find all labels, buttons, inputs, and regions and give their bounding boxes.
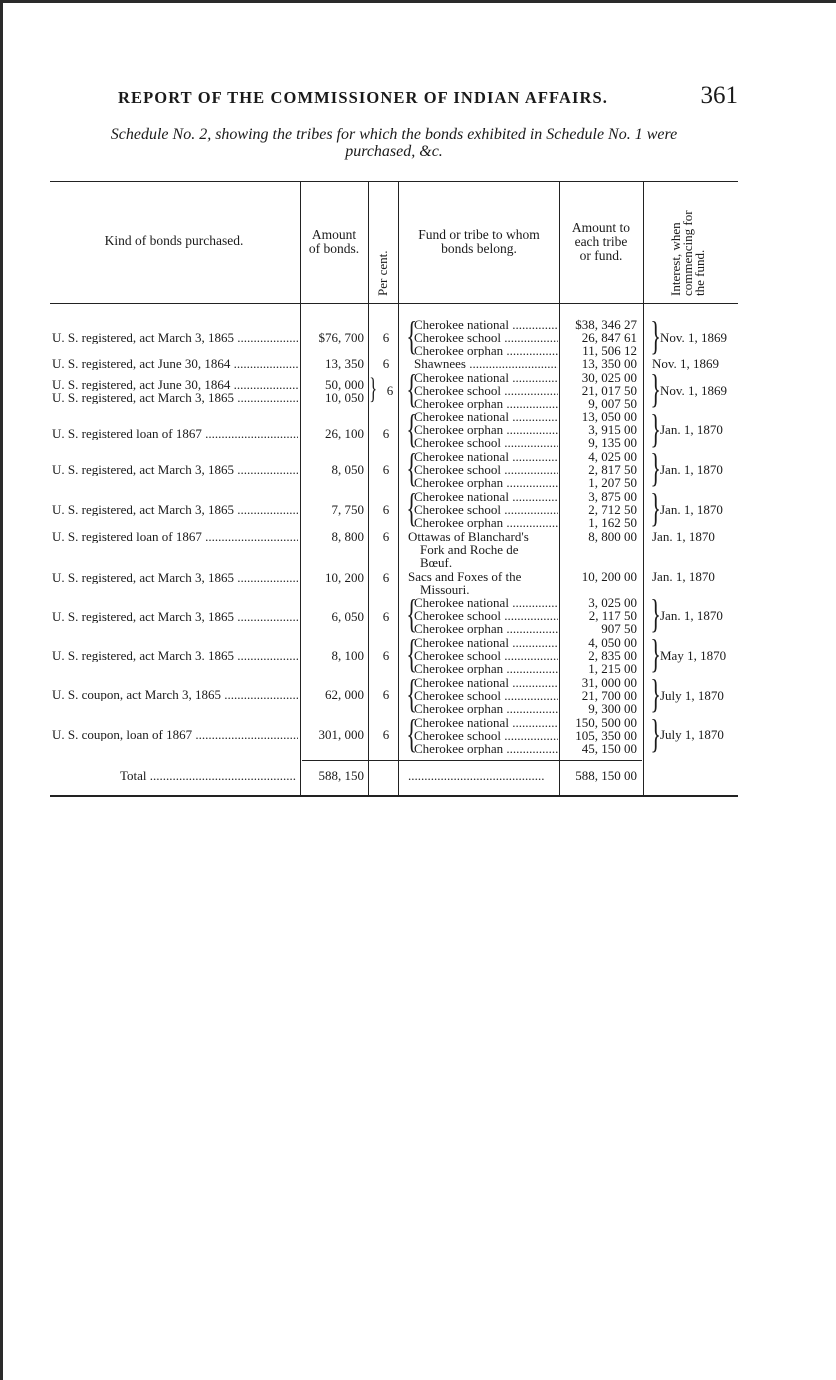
fund-amount: 3, 915 00	[588, 422, 637, 437]
bond-per-cent: 6	[382, 529, 390, 544]
left-brace: {	[406, 631, 417, 676]
table-caption	[50, 126, 738, 160]
fund-amount: 11, 506 12	[582, 343, 637, 358]
bond-kind: U. S. registered loan of 1867 .....	[52, 427, 298, 440]
bond-kind: U. S. coupon, act March 3, 1865 .....	[52, 688, 298, 701]
fund-name: Missouri.	[420, 583, 470, 596]
bond-kind: U. S. registered, act March 3. 1865 .....	[52, 649, 298, 662]
fund-amount: 4, 025 00	[588, 449, 637, 464]
fund-amount: 3, 025 00	[588, 595, 637, 610]
fund-name: Cherokee school .....	[414, 463, 558, 476]
fund-amount: 2, 835 00	[588, 648, 637, 663]
header-interest-line: the fund.	[692, 249, 707, 296]
header-fund-amount-line: or fund.	[579, 248, 623, 263]
header-fund-amount-line: Amount to	[571, 220, 631, 235]
total-label-wrap	[120, 769, 296, 782]
right-brace: }	[650, 406, 661, 451]
fund-name: Cherokee national .....	[414, 716, 558, 729]
column-divider-5	[643, 181, 644, 795]
total-amount: 588, 150	[318, 768, 364, 783]
fund-amount: 26, 847 61	[581, 330, 637, 345]
fund-name: Cherokee orphan .....	[414, 622, 558, 635]
bond-per-cent: 6	[382, 330, 390, 345]
right-brace: }	[650, 671, 661, 716]
header-kind	[54, 234, 294, 248]
fund-amount: 2, 117 50	[588, 608, 637, 623]
header-fund-amount-line: each tribe	[574, 234, 628, 249]
fund-amount: 1, 215 00	[588, 661, 637, 676]
bond-amount: 10, 050	[325, 390, 364, 405]
fund-name: Cherokee orphan .....	[414, 702, 558, 715]
caption-line-1: Schedule No. 2, showing the tribes for which the bonds exhibited in Schedule No. 1 were	[110, 126, 678, 143]
fund-name: Cherokee school .....	[414, 689, 558, 702]
bond-kind: U. S. registered, act June 30, 1864 .....	[52, 357, 298, 370]
bond-per-cent: 6	[382, 727, 390, 742]
interest-date: Jan. 1, 1870	[660, 608, 723, 623]
bond-amount: 8, 800	[331, 529, 364, 544]
right-brace: }	[650, 313, 661, 358]
header-per-cent-label: Per cent.	[375, 250, 390, 296]
fund-amount: 150, 500 00	[575, 715, 637, 730]
header-amount-line: Amount	[311, 227, 357, 242]
interest-date: Jan. 1, 1870	[652, 569, 715, 584]
header-fund-line: bonds belong.	[441, 241, 517, 256]
fund-amount: 13, 050 00	[581, 409, 637, 424]
fund-amount: $38, 346 27	[575, 317, 637, 332]
fund-name: Cherokee school .....	[414, 384, 558, 397]
fund-amount: 45, 150 00	[581, 741, 637, 756]
fund-amount: 2, 817 50	[588, 462, 637, 477]
interest-date: July 1, 1870	[660, 727, 724, 742]
bond-kind: U. S. registered loan of 1867 .....	[52, 530, 298, 543]
left-brace: {	[406, 485, 417, 530]
fund-amount: 1, 162 50	[588, 515, 637, 530]
bond-amount: 13, 350	[325, 356, 364, 371]
header-per-cent	[377, 251, 389, 296]
fund-name: Fork and Roche de	[420, 543, 519, 556]
column-divider-1	[300, 181, 301, 795]
fund-name: Cherokee orphan .....	[414, 662, 558, 675]
interest-date: Jan. 1, 1870	[660, 502, 723, 517]
fund-name: Cherokee national .....	[414, 490, 558, 503]
fund-amount: 30, 025 00	[581, 370, 637, 385]
bond-per-cent: 6	[382, 687, 390, 702]
fund-amount: 10, 200 00	[581, 569, 637, 584]
fund-amount: 31, 000 00	[581, 675, 637, 690]
header-fund-line: Fund or tribe to whom	[418, 227, 540, 242]
interest-date: July 1, 1870	[660, 688, 724, 703]
caption-line-2: purchased, &c.	[345, 143, 443, 160]
bond-amount: 8, 100	[331, 648, 364, 663]
left-brace: {	[406, 711, 417, 756]
fund-name: Shawnees .....	[414, 357, 558, 370]
bond-per-cent: 6	[382, 609, 390, 624]
header-interest-line: commencing for	[680, 210, 695, 296]
right-brace: }	[650, 631, 661, 676]
fund-name: Cherokee national .....	[414, 450, 558, 463]
fund-name: Cherokee orphan .....	[414, 476, 558, 489]
left-brace: {	[406, 366, 417, 411]
fund-name: Ottawas of Blanchard's	[408, 530, 529, 543]
fund-amount: 105, 350 00	[575, 728, 637, 743]
right-brace: }	[650, 445, 661, 490]
total-fund-dots: ..........................................	[408, 769, 545, 782]
header-interest	[670, 210, 706, 296]
fund-amount: 13, 350 00	[581, 356, 637, 371]
fund-amount: 1, 207 50	[588, 475, 637, 490]
bond-amount: 26, 100	[325, 426, 364, 441]
fund-amount: 4, 050 00	[588, 635, 637, 650]
bond-per-cent: 6	[382, 462, 390, 477]
bond-kind: U. S. registered, act March 3, 1865 .....	[52, 463, 298, 476]
fund-name: Cherokee school .....	[414, 503, 558, 516]
fund-amount: 2, 712 50	[588, 502, 637, 517]
page-edge-left	[0, 0, 3, 1380]
fund-amount: 9, 007 50	[588, 396, 637, 411]
fund-amount: 21, 700 00	[581, 688, 637, 703]
bond-amount: 301, 000	[318, 727, 364, 742]
right-brace: }	[650, 711, 661, 756]
header-bottom-rule	[50, 303, 738, 304]
interest-date: Nov. 1, 1869	[660, 330, 728, 345]
header-interest-line: Interest, when	[668, 222, 683, 296]
right-brace: }	[650, 366, 661, 411]
fund-name: Cherokee orphan .....	[414, 344, 558, 357]
bond-per-cent: 6	[382, 426, 390, 441]
bond-amount: 6, 050	[331, 609, 364, 624]
bond-amount: 10, 200	[325, 570, 364, 585]
left-brace: {	[406, 591, 417, 636]
right-brace: }	[650, 485, 661, 530]
bond-per-cent: 6	[382, 570, 390, 585]
fund-name: Cherokee school .....	[414, 649, 558, 662]
interest-date: Nov. 1, 1869	[660, 383, 728, 398]
fund-name: Cherokee national .....	[414, 636, 558, 649]
fund-name: Cherokee national .....	[414, 371, 558, 384]
bond-amount: 7, 750	[331, 502, 364, 517]
fund-name: Cherokee school .....	[414, 331, 558, 344]
bond-amount: 8, 050	[331, 462, 364, 477]
fund-amount: 3, 875 00	[588, 489, 637, 504]
fund-name: Cherokee national .....	[414, 596, 558, 609]
fund-amount: 21, 017 50	[581, 383, 637, 398]
bond-per-cent: 6	[382, 502, 390, 517]
page-edge-top	[0, 0, 836, 3]
fund-name: Cherokee orphan .....	[414, 516, 558, 529]
right-brace: }	[650, 591, 661, 636]
fund-name: Cherokee orphan .....	[414, 423, 558, 436]
fund-name: Cherokee school .....	[414, 436, 558, 449]
fund-amount: 9, 135 00	[588, 435, 637, 450]
fund-name: Cherokee orphan .....	[414, 397, 558, 410]
bond-per-cent: 6	[386, 383, 394, 398]
table-bottom-rule	[50, 795, 738, 797]
total-fund-amount: 588, 150 00	[575, 768, 637, 783]
fund-amount: 8, 800 00	[588, 529, 637, 544]
page-number: 361	[700, 82, 738, 109]
bond-kind: U. S. registered, act March 3, 1865 .....	[52, 391, 298, 404]
bond-kind: U. S. registered, act June 30, 1864 .....	[52, 378, 298, 391]
fund-name: Cherokee school .....	[414, 729, 558, 742]
header-amount	[300, 228, 368, 256]
running-head	[118, 84, 738, 114]
bond-kind: U. S. registered, act March 3, 1865 .....	[52, 610, 298, 623]
fund-name: Cherokee national .....	[414, 676, 558, 689]
bond-amount: 50, 000	[325, 377, 364, 392]
table-top-rule	[50, 181, 738, 182]
fund-name: Cherokee national .....	[414, 318, 558, 331]
bond-amount: 62, 000	[325, 687, 364, 702]
fund-name: Sacs and Foxes of the	[408, 570, 522, 583]
header-fund	[400, 228, 558, 256]
header-fund-amount	[560, 221, 642, 263]
column-divider-2	[368, 181, 369, 795]
bond-per-cent: 6	[382, 648, 390, 663]
running-title: REPORT OF THE COMMISSIONER OF INDIAN AFFAIRS.	[118, 88, 609, 107]
left-brace: {	[406, 406, 417, 451]
bond-per-cent: 6	[382, 356, 390, 371]
fund-name: Bœuf.	[420, 556, 453, 569]
interest-date: Jan. 1, 1870	[660, 422, 723, 437]
header-amount-line: of bonds.	[308, 241, 360, 256]
fund-name: Cherokee national .....	[414, 410, 558, 423]
left-brace: {	[406, 671, 417, 716]
fund-amount: 9, 300 00	[588, 701, 637, 716]
column-divider-3	[398, 181, 399, 795]
interest-date: Jan. 1, 1870	[652, 529, 715, 544]
total-label: Total .....	[120, 769, 296, 782]
bond-kind: U. S. registered, act March 3, 1865 .....	[52, 571, 298, 584]
bond-kind: U. S. coupon, loan of 1867 .....	[52, 728, 298, 741]
fund-name: Cherokee school .....	[414, 609, 558, 622]
interest-date: Jan. 1, 1870	[660, 462, 723, 477]
interest-date: May 1, 1870	[660, 648, 727, 663]
fund-name: Cherokee orphan .....	[414, 742, 558, 755]
interest-date: Nov. 1, 1869	[652, 356, 720, 371]
header-kind-label: Kind of bonds purchased.	[104, 233, 244, 248]
bond-amount: $76, 700	[318, 330, 364, 345]
column-divider-4	[559, 181, 560, 795]
right-brace: }	[369, 372, 378, 405]
left-brace: {	[406, 445, 417, 490]
bond-kind: U. S. registered, act March 3, 1865 .....	[52, 503, 298, 516]
left-brace: {	[406, 313, 417, 358]
bond-kind: U. S. registered, act March 3, 1865 .....	[52, 331, 298, 344]
fund-amount: 907 50	[601, 621, 637, 636]
total-rule	[302, 760, 642, 761]
